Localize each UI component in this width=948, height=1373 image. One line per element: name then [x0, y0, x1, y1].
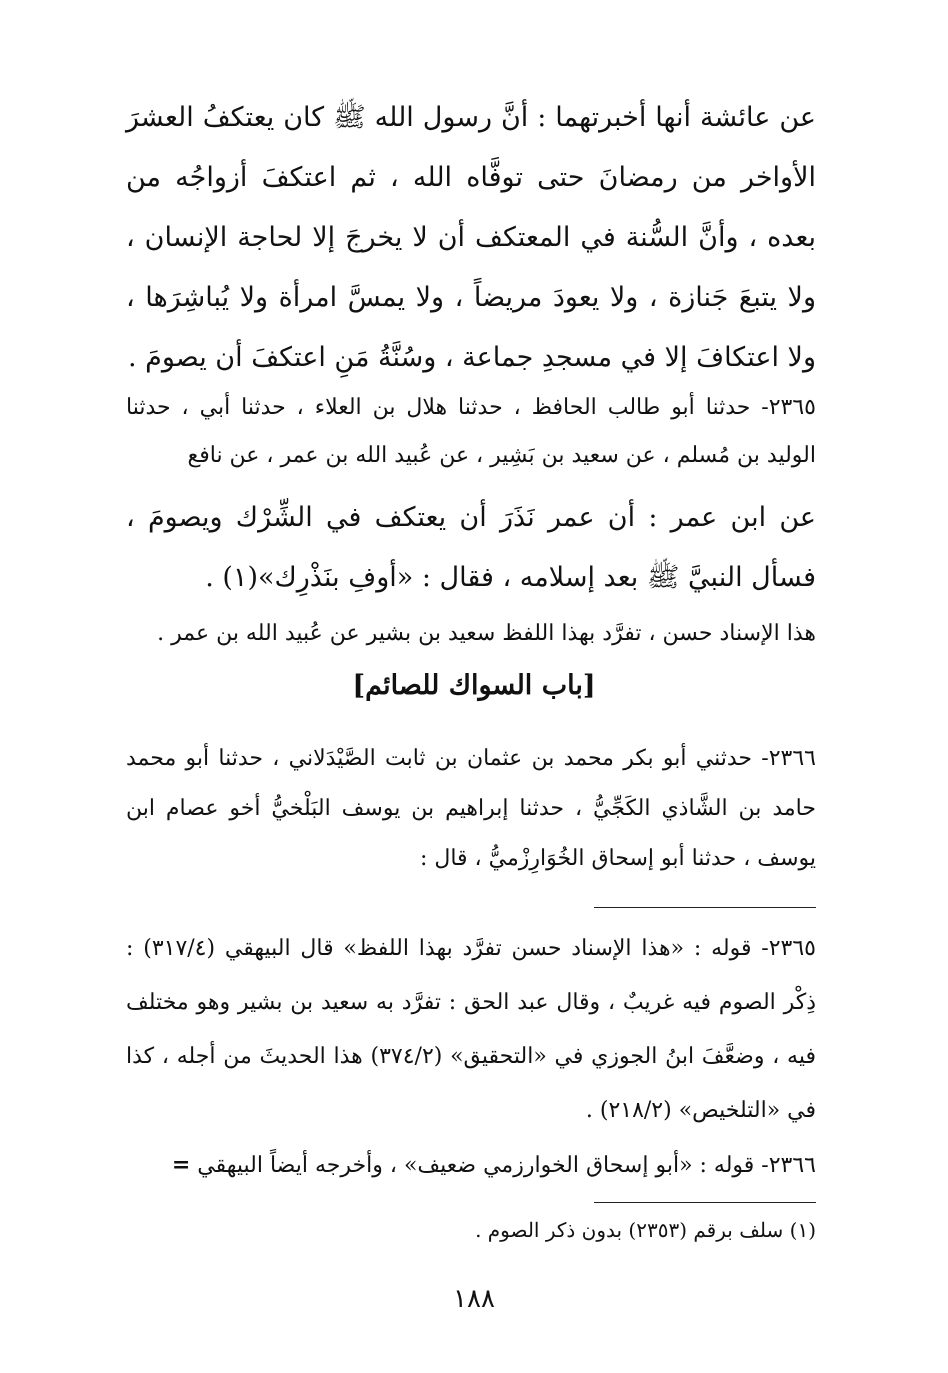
commentary-divider	[594, 907, 816, 908]
chapter-heading: [باب السواك للصائم]	[352, 670, 596, 701]
commentary-2366-text: ٢٣٦٦- قوله : «أبو إسحاق الخوارزمي ضعيف» ، وأخرجه أيضاً البيهقي	[197, 1153, 816, 1178]
footnote-divider	[594, 1202, 816, 1203]
page-number: ١٨٨	[453, 1284, 495, 1314]
hadith-2366-isnad: ٢٣٦٦- حدثني أبو بكر محمد بن عثمان بن ثابت الصَّيْدَلاني ، حدثنا أبو محمد حامد بن الشَّاذي الكَجِّيُّ ، حدثنا إبراهيم بن يوسف البَلْخيُّ أخو عصام ابن يوسف ، حدثنا أبو إسحاق الخُوَارِزْميُّ ، قال :	[126, 746, 816, 871]
hadith-2365-isnad: ٢٣٦٥- حدثنا أبو طالب الحافظ ، حدثنا هلال بن العلاء ، حدثنا أبي ، حدثنا الوليد بن مُسلم ، عن سعيد بن بَشِير ، عن عُبيد الله بن عمر ، عن نافع	[126, 395, 816, 468]
hadith-2365-matn: عن ابن عمر : أن عمر نَذَرَ أن يعتكف في الشِّرْك ويصومَ ، فسأل النبيَّ ﷺ بعد إسلامه ، فقال : «أوفِ بنَذْرِك»(١) .	[126, 502, 816, 593]
footnote-1: (١) سلف برقم (٢٣٥٣) بدون ذكر الصوم .	[475, 1218, 816, 1242]
commentary-2365: ٢٣٦٥- قوله : «هذا الإسناد حسن تفرَّد بهذا اللفظ» قال البيهقي (٣١٧/٤) : ذِكْر الصوم فيه غريبٌ ، وقال عبد الحق : تفرَّد به سعيد بن بشير وهو مختلف فيه ، وضعَّفَ ابنُ الجوزي في «التحقيق» (٣٧٤/٢) هذا الحديثَ من أجله ، كذا في «التلخيص» (٢١٨/٢) .	[126, 936, 816, 1123]
hadith-2365-comment: هذا الإسناد حسن ، تفرَّد بهذا اللفظ سعيد بن بشير عن عُبيد الله بن عمر .	[157, 621, 816, 646]
commentary-2366	[126, 1138, 816, 1193]
continuation-mark: =	[171, 1152, 191, 1178]
hadith-2364-text: عن عائشة أنها أخبرتهما : أنَّ رسول الله ﷺ كان يعتكفُ العشرَ الأواخر من رمضانَ حتى توفَّاه الله ، ثم اعتكفَ أزواجُه من بعده ، وأنَّ السُّنة في المعتكف أن لا يخرجَ إلا لحاجة الإنسان ، ولا يتبعَ جَنازة ، ولا يعودَ مريضاً ، ولا يمسَّ امرأة ولا يُباشِرَها ، ولا اعتكافَ إلا في مسجدِ جماعة ، وسُنَّةُ مَنِ اعتكفَ أن يصومَ .	[126, 102, 816, 373]
